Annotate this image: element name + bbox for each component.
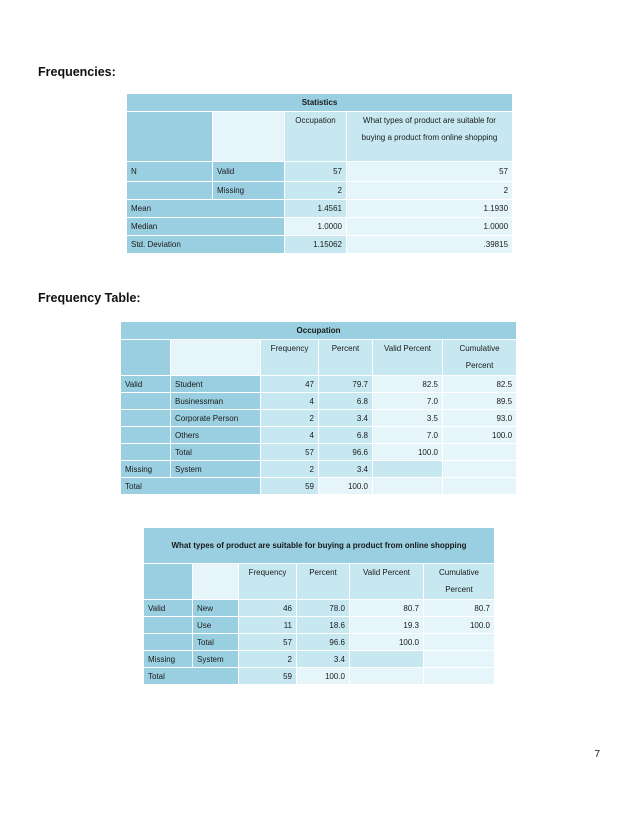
statistics-table <box>126 93 513 254</box>
row-label: Businessman <box>171 393 261 410</box>
header-frequency: Frequency <box>239 564 297 600</box>
missing-occupation: 2 <box>285 182 347 200</box>
header-product-type: What types of product are suitable for buying a product from online shopping <box>347 112 513 162</box>
std-occupation: 1.15062 <box>285 236 347 254</box>
std-label: Std. Deviation <box>127 236 285 254</box>
n-label: N <box>127 162 213 182</box>
median-occupation: 1.0000 <box>285 218 347 236</box>
mean-label: Mean <box>127 200 285 218</box>
valid-label: Valid <box>144 600 193 617</box>
valid-label: Valid <box>121 376 171 393</box>
header-cumulative-percent: Cumulative Percent <box>443 340 517 376</box>
missing-product: 2 <box>347 182 513 200</box>
row-label: Total <box>193 634 239 651</box>
header-frequency: Frequency <box>261 340 319 376</box>
valid-occupation: 57 <box>285 162 347 182</box>
occupation-table: Occupation Frequency Percent Valid Percent Cumulative Percent Valid Student 47 79.7 82.5 82.5 Businessman 4 6.8 7.0 89.5 Corporate Person 2 3.4 3.5 93.0 Others 4 6.8 7.0 100.0 Total 57 96.6 100.0 Missing System 2 3.4 Total 59 100.0 <box>120 321 517 495</box>
std-product: .39815 <box>347 236 513 254</box>
missing-label: Missing <box>144 651 193 668</box>
row-label: System <box>193 651 239 668</box>
missing-label: Missing <box>213 182 285 200</box>
missing-label: Missing <box>121 461 171 478</box>
product-type-title: What types of product are suitable for buying a product from online shopping <box>144 528 495 564</box>
row-label: Use <box>193 617 239 634</box>
header-cumulative-percent: Cumulative Percent <box>424 564 495 600</box>
row-label: System <box>171 461 261 478</box>
row-label: Others <box>171 427 261 444</box>
occupation-title: Occupation <box>121 322 517 340</box>
page-number: 7 <box>594 749 600 760</box>
mean-occupation: 1.4561 <box>285 200 347 218</box>
median-label: Median <box>127 218 285 236</box>
mean-product: 1.1930 <box>347 200 513 218</box>
header-occupation: Occupation <box>285 112 347 162</box>
median-product: 1.0000 <box>347 218 513 236</box>
header-valid-percent: Valid Percent <box>350 564 424 600</box>
header-percent: Percent <box>319 340 373 376</box>
frequencies-heading: Frequencies: <box>38 65 116 79</box>
row-label: Corporate Person <box>171 410 261 427</box>
row-label: Student <box>171 376 261 393</box>
valid-label: Valid <box>213 162 285 182</box>
row-label: New <box>193 600 239 617</box>
row-label: Total <box>171 444 261 461</box>
total-label: Total <box>121 478 261 495</box>
product-type-table: What types of product are suitable for buying a product from online shopping Frequency Percent Valid Percent Cumulative Percent Valid New 46 78.0 80.7 80.7 Use 11 18.6 19.3 100.0 Total 57 96.6 100.0 Missing System 2 3.4 Total 59 100.0 <box>143 527 495 685</box>
statistics-title: Statistics <box>127 94 513 112</box>
header-valid-percent: Valid Percent <box>373 340 443 376</box>
header-percent: Percent <box>297 564 350 600</box>
frequency-table-heading: Frequency Table: <box>38 291 141 305</box>
total-label: Total <box>144 668 239 685</box>
valid-product: 57 <box>347 162 513 182</box>
